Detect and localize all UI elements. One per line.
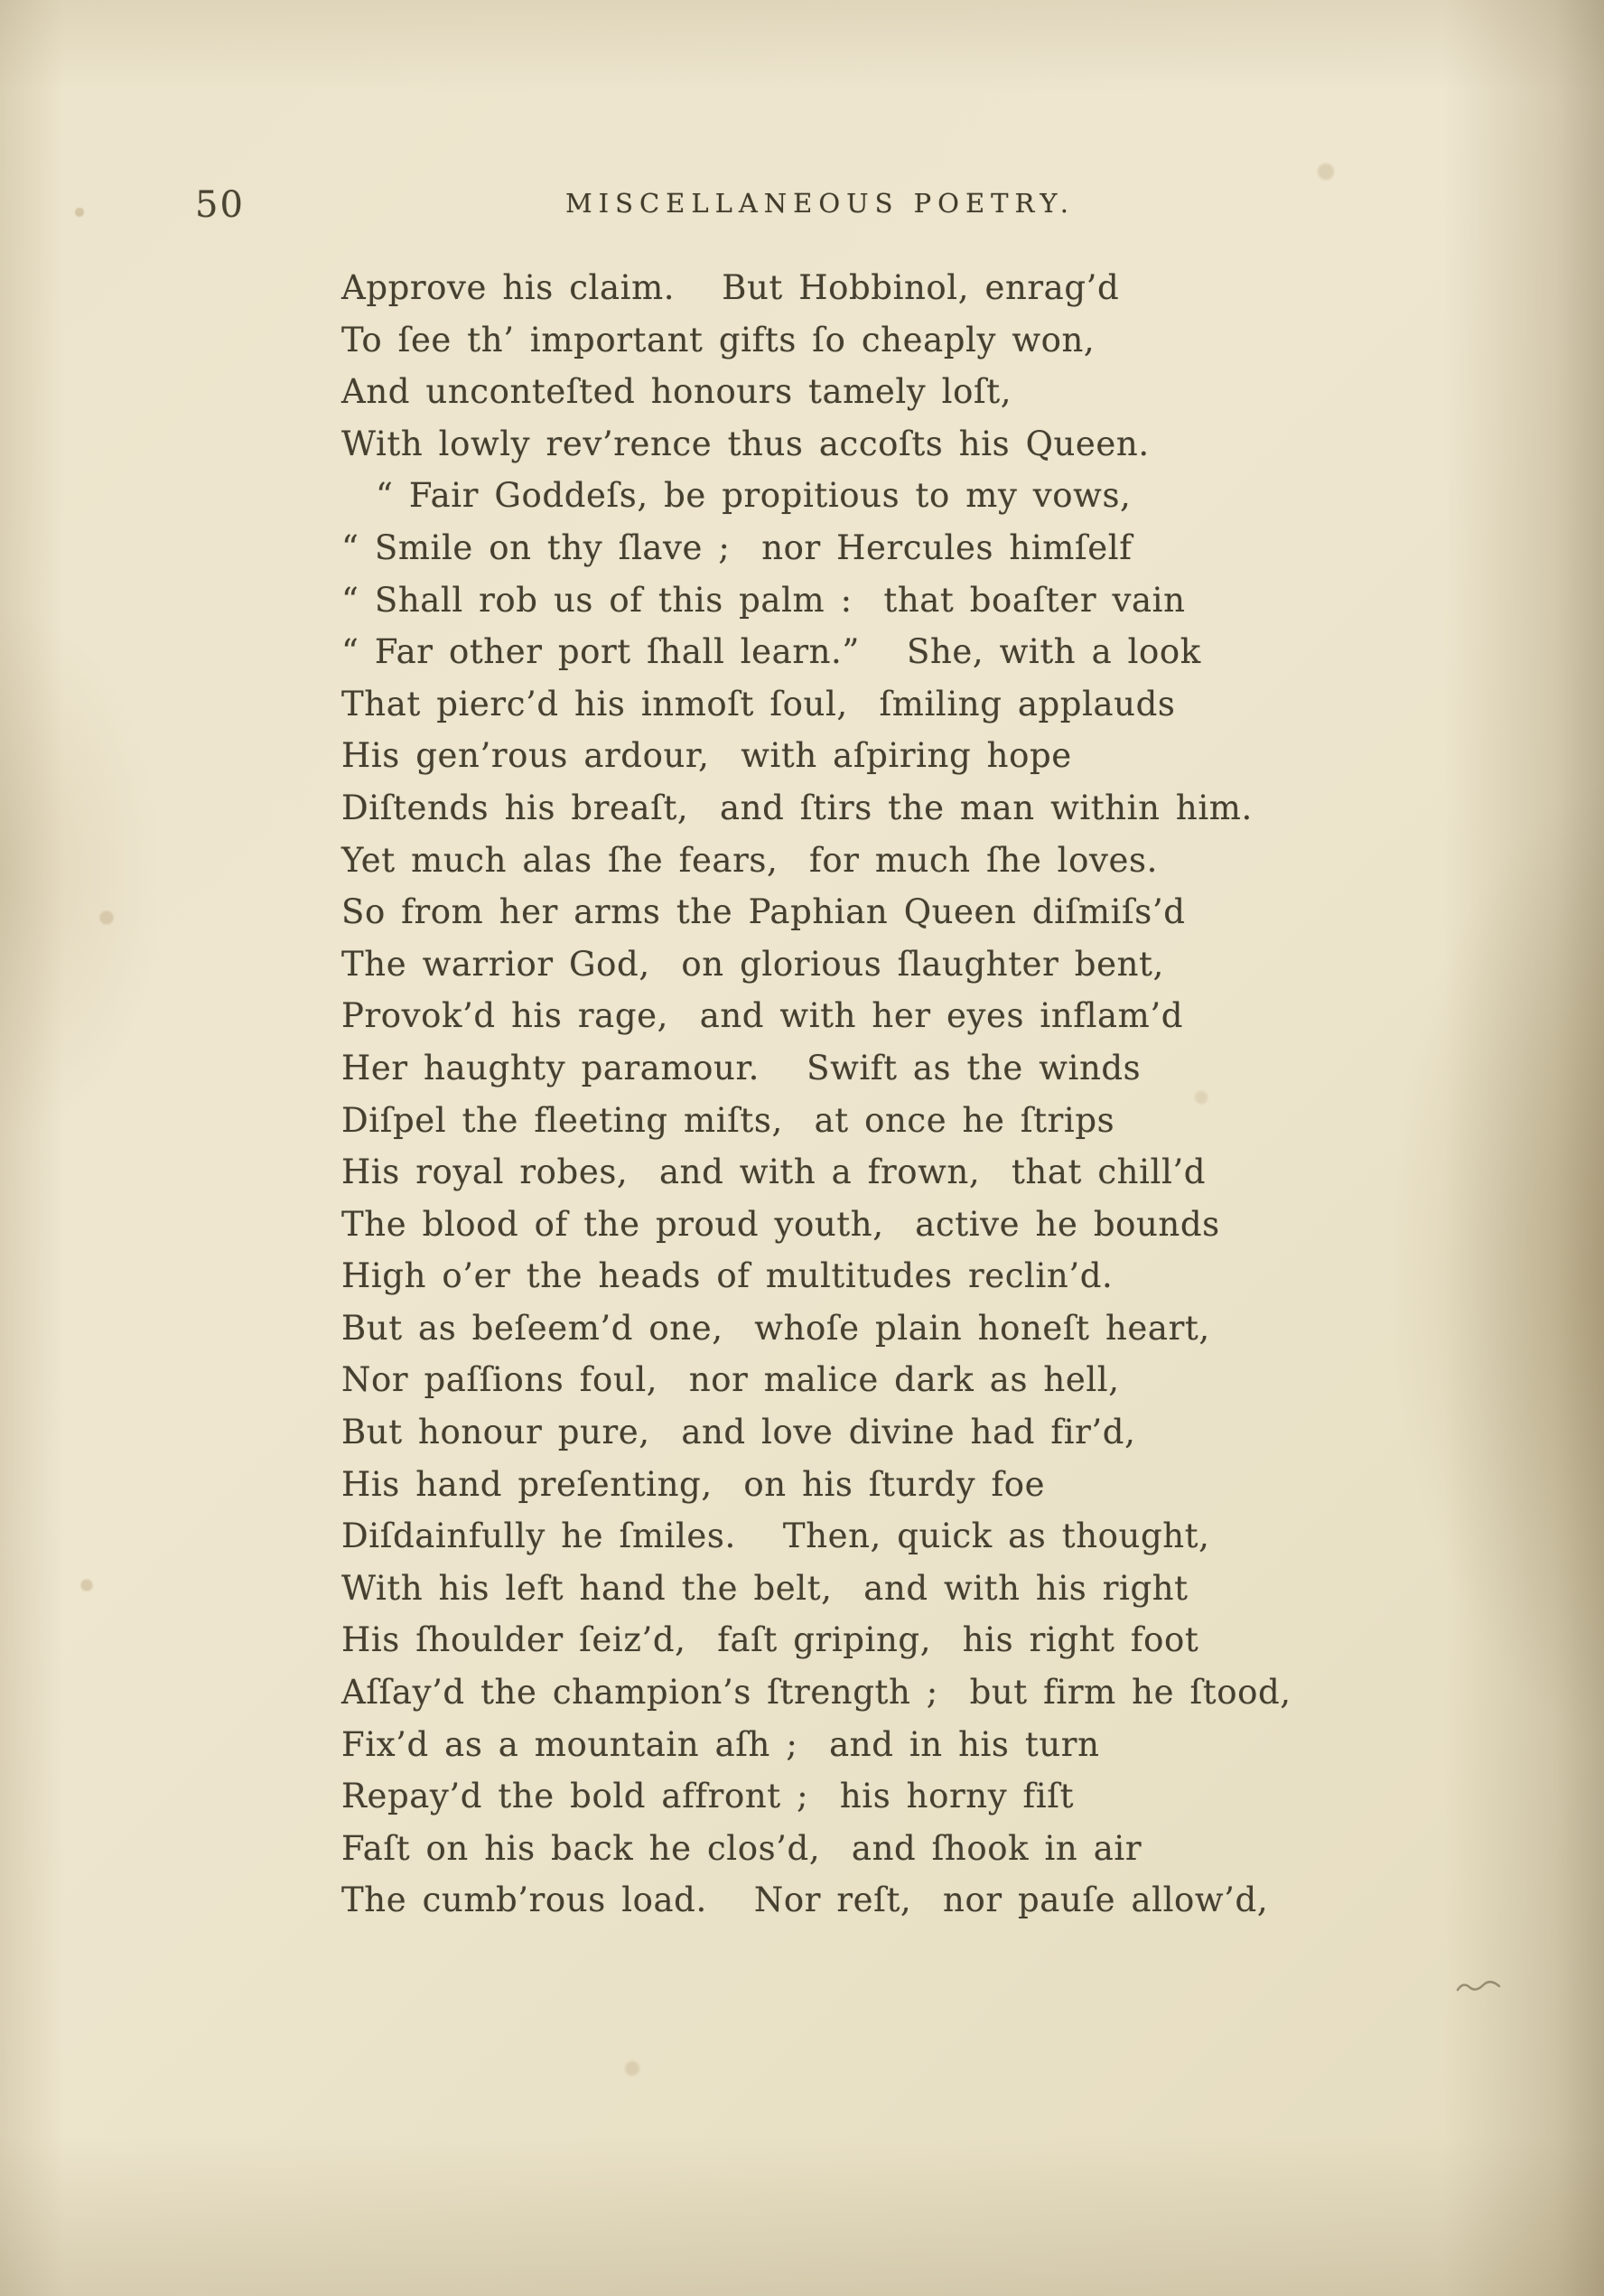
poem-line: Aſſay’d the champion’s ſtrength ; but firm he ſtood,	[341, 1673, 1292, 1713]
poem-line: Diſpel the fleeting miſts, at once he ſtrips	[341, 1100, 1115, 1140]
page-number: 50	[195, 184, 245, 226]
poem-line: “ Far other port ſhall learn.” She, with a look	[341, 632, 1201, 672]
poem-line: Yet much alas ſhe fears, for much ſhe loves.	[341, 840, 1158, 880]
poem-line: His ſhoulder ſeiz’d, faſt griping, his right foot	[341, 1620, 1199, 1660]
poem-line: Diſdainfully he ſmiles. Then, quick as thought,	[341, 1517, 1210, 1556]
poem-line: High o’er the heads of multitudes reclin’d.	[341, 1256, 1114, 1296]
poem-line: Approve his claim. But Hobbinol, enrag’d	[341, 268, 1120, 307]
poem-line: Nor paſſions foul, nor malice dark as hell,	[341, 1360, 1120, 1400]
poem-line: So from her arms the Paphian Queen diſmiſs’d	[341, 892, 1186, 932]
poem-line: Repay’d the bold affront ; his horny fiſt	[341, 1777, 1075, 1816]
poem-line: But as beſeem’d one, whoſe plain honeſt heart,	[341, 1308, 1210, 1348]
poem-line: “ Fair Goddeſs, be propitious to my vows,	[376, 476, 1132, 516]
poem-line: Diſtends his breaſt, and ſtirs the man within him.	[341, 788, 1253, 827]
poem-line: His royal robes, and with a frown, that chill’d	[341, 1153, 1207, 1192]
poem-line: With lowly rev’rence thus accoſts his Queen.	[341, 424, 1150, 463]
poem-line: The warrior God, on glorious ſlaughter bent,	[341, 944, 1164, 984]
poem-line: And unconteſted honours tamely loſt,	[341, 372, 1012, 412]
stray-ink-mark	[1456, 1980, 1503, 2000]
poem-line: His gen’rous ardour, with aſpiring hope	[341, 736, 1072, 776]
poem-line: “ Smile on thy ſlave ; nor Hercules himſelf	[341, 527, 1133, 567]
poem-line: Fix’d as a mountain aſh ; and in his turn	[341, 1724, 1100, 1764]
poem-line: With his left hand the belt, and with his right	[341, 1568, 1189, 1608]
poem-line: Faſt on his back he clos’d, and ſhook in air	[341, 1828, 1142, 1868]
poem-line: But honour pure, and love divine had fir’d,	[341, 1413, 1136, 1452]
poem-line: Her haughty paramour. Swift as the winds	[341, 1048, 1142, 1087]
poem-line: “ Shall rob us of this palm : that boaſter vain	[341, 580, 1186, 620]
running-title: MISCELLANEOUS POETRY.	[564, 188, 1076, 219]
poem-line: To ſee th’ important gifts ſo cheaply won,	[341, 320, 1096, 359]
poem-line: That pierc’d his inmoſt ſoul, ſmiling applauds	[341, 684, 1176, 723]
poem-line: His hand preſenting, on his ſturdy foe	[341, 1464, 1046, 1504]
page-header	[0, 177, 1604, 235]
poem-line: The blood of the proud youth, active he bounds	[341, 1204, 1220, 1244]
poem-line: Provok’d his rage, and with her eyes inflam’d	[341, 996, 1183, 1036]
poem-line: The cumb’rous load. Nor reſt, nor pauſe allow’d,	[341, 1881, 1269, 1920]
poem-text	[341, 262, 1292, 1927]
